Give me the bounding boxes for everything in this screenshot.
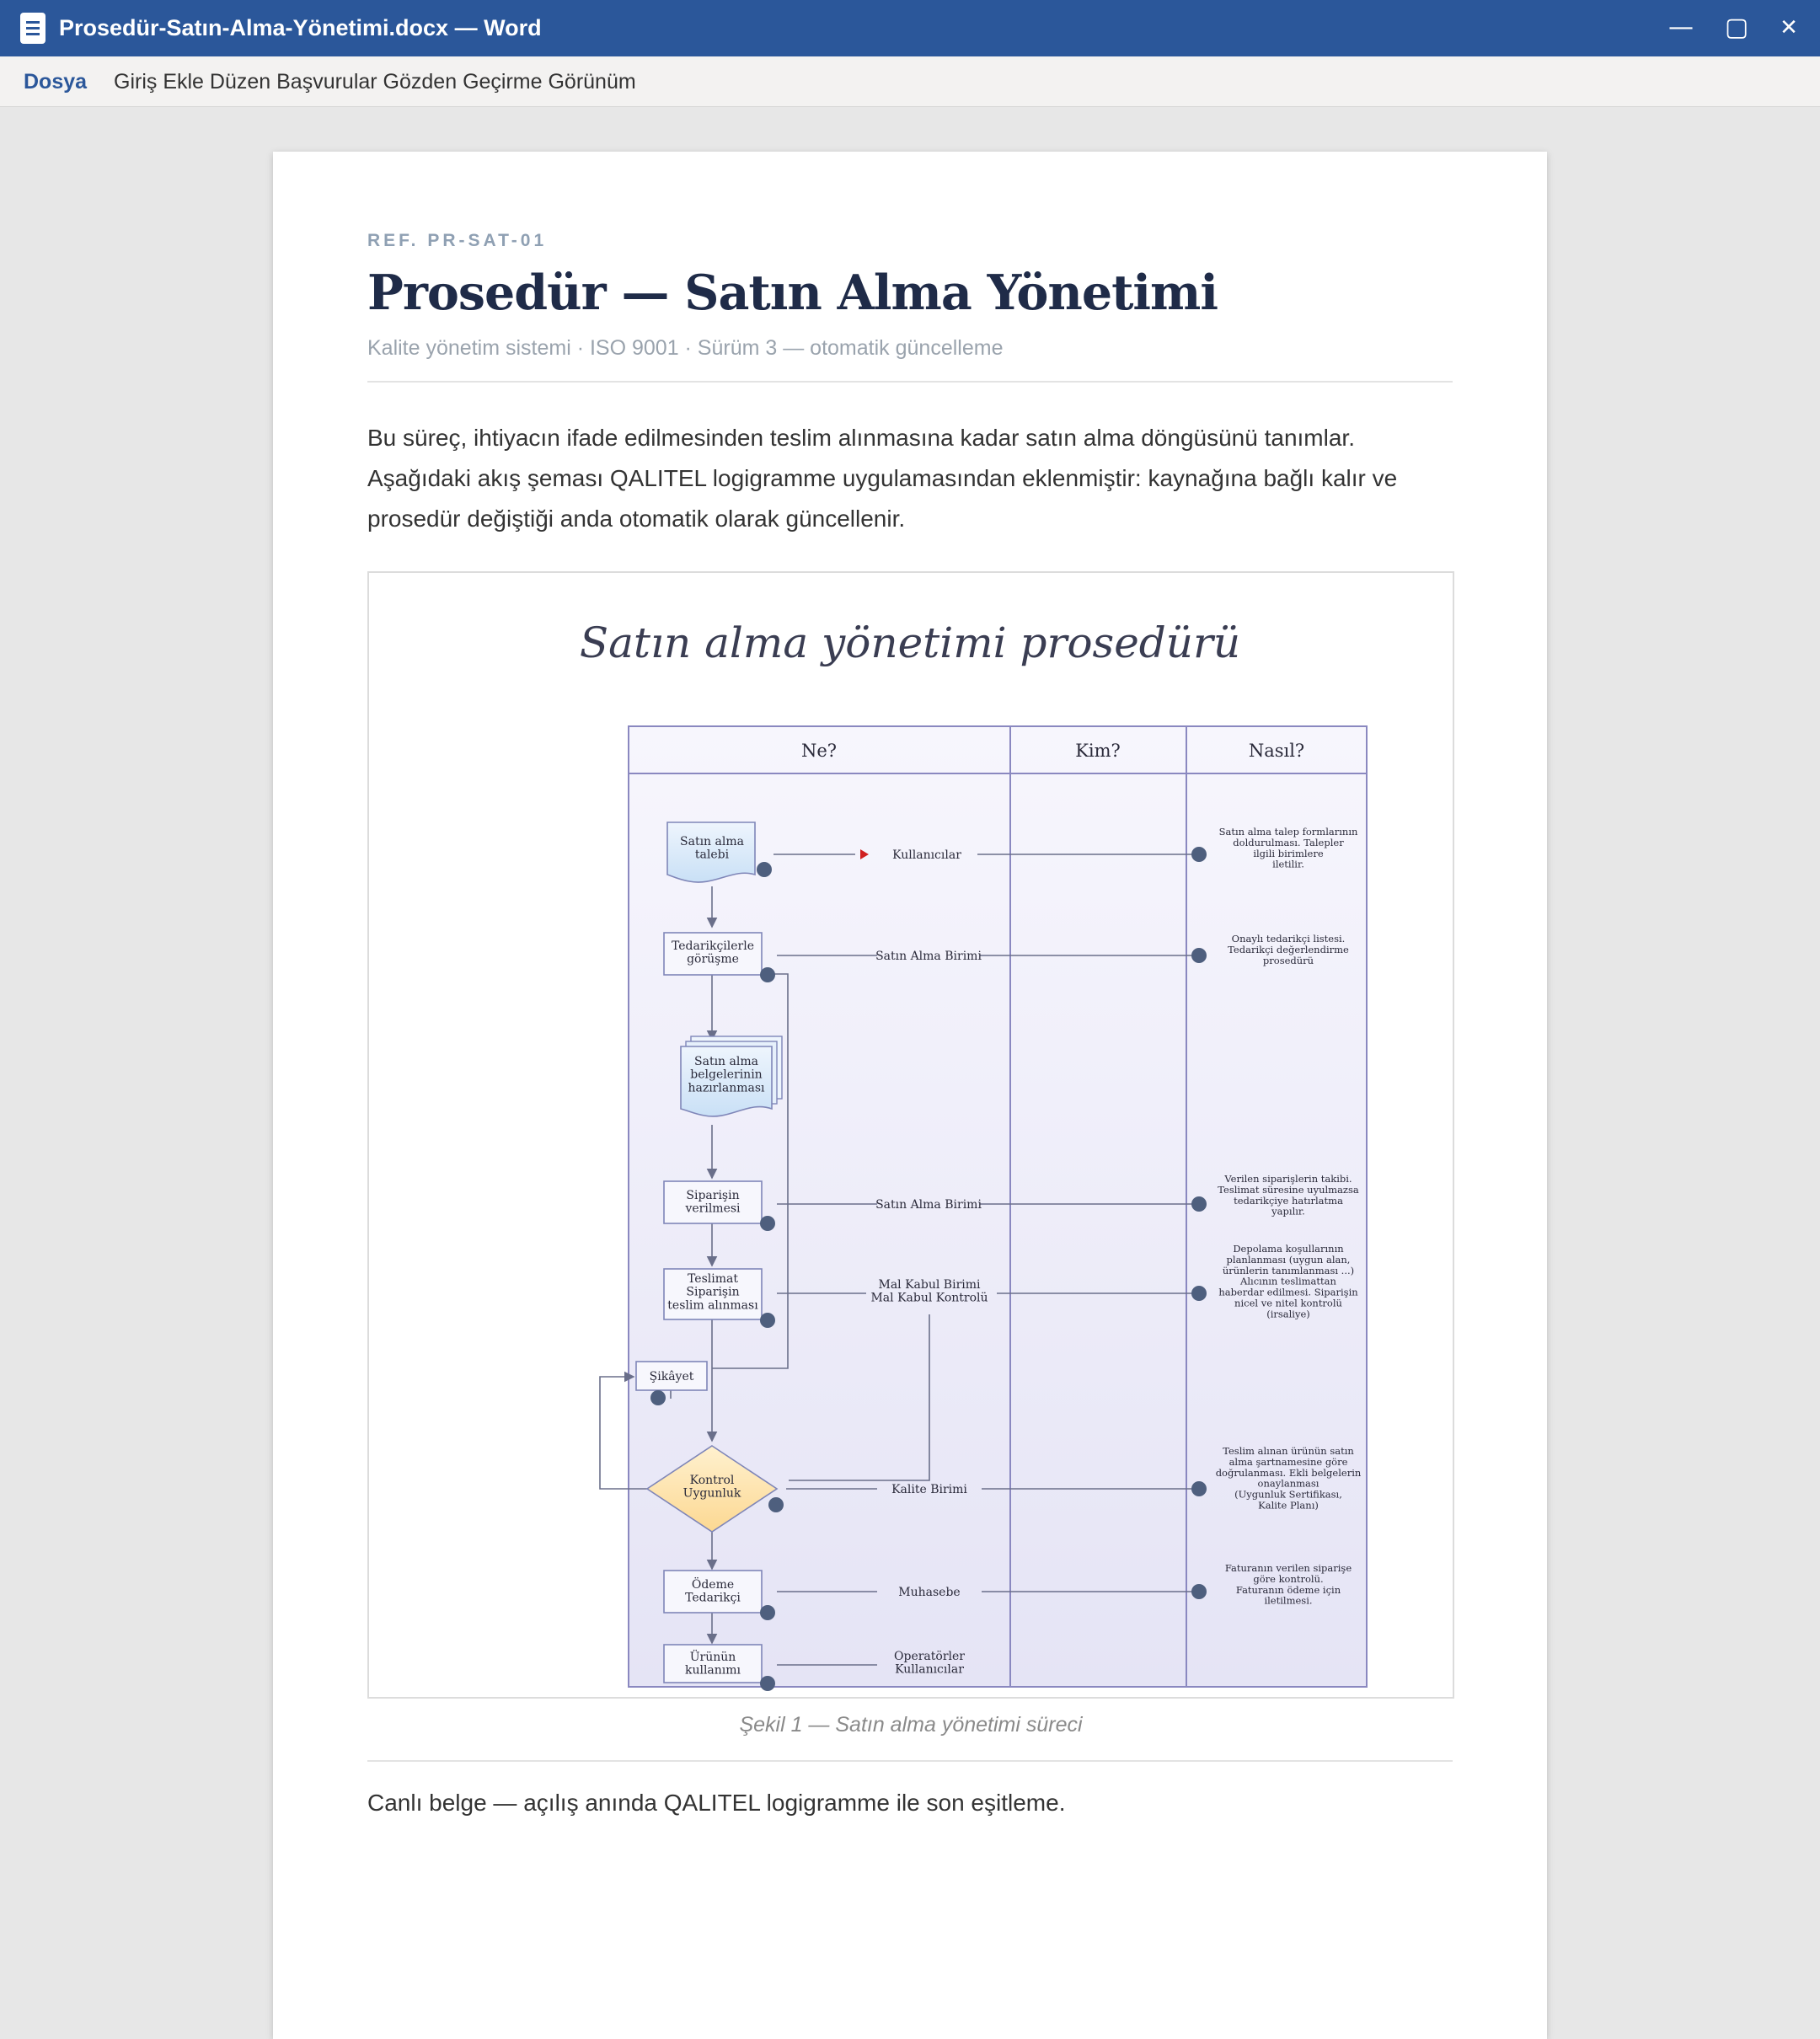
column-how: Nasıl? bbox=[1248, 741, 1305, 761]
flowchart-label-line: Kullanıcılar bbox=[892, 848, 961, 862]
sync-note: Canlı belge — açılış anında QALITEL logigramme ile son eşitleme. bbox=[367, 1790, 1066, 1816]
flowchart-label bbox=[684, 1189, 741, 1216]
flowchart-label-line: Teslim alınan ürünün satın bbox=[1223, 1445, 1354, 1457]
flowchart-label-line: alma şartnamesine göre bbox=[1228, 1455, 1348, 1468]
divider bbox=[367, 381, 1453, 383]
flowchart-label-line: Kontrol bbox=[689, 1474, 735, 1487]
flowchart-label bbox=[685, 1576, 741, 1605]
flowchart-label-line: Satın Alma Birimi bbox=[875, 1198, 982, 1212]
flowchart-label-line: Satın alma bbox=[694, 1055, 758, 1068]
flowchart-label-line: doldurulması. Talepler bbox=[1233, 836, 1344, 848]
who-label bbox=[891, 1483, 967, 1496]
flowchart-label-line: Muhasebe bbox=[898, 1586, 961, 1599]
ribbon-tabs[interactable]: Giriş Ekle Düzen Başvurular Gözden Geçirme Görünüm bbox=[114, 70, 636, 94]
flowchart-label-line: nicel ve nitel kontrolü bbox=[1234, 1297, 1342, 1309]
flowchart-label-line: talebi bbox=[694, 848, 730, 862]
flowchart-label-line: iletilmesi. bbox=[1264, 1594, 1313, 1607]
flowchart-label-line: Mal Kabul Birimi bbox=[878, 1278, 981, 1292]
who-label bbox=[875, 1198, 982, 1212]
flowchart-label-line: onaylanması bbox=[1257, 1477, 1320, 1490]
flowchart-label-line: teslim alınması bbox=[667, 1298, 758, 1313]
flowchart-label-line: Kalite Planı) bbox=[1258, 1499, 1319, 1512]
figure-caption: Şekil 1 — Satın alma yönetimi süreci bbox=[739, 1713, 1083, 1737]
flowchart-label-line: Verilen siparişlerin takibi. bbox=[1224, 1173, 1352, 1185]
document-subtitle: Kalite yönetim sistemi · ISO 9001 · Sürüm 3 — otomatik güncelleme bbox=[367, 336, 1004, 360]
flowchart-label-line: Satın alma bbox=[680, 835, 744, 848]
flowchart-label bbox=[650, 1370, 694, 1383]
document-reference: REF. PR-SAT-01 bbox=[367, 231, 548, 250]
flowchart-label-line: kullanımı bbox=[684, 1663, 741, 1678]
title-bar bbox=[0, 0, 1820, 56]
flowchart-label-line: iletilir. bbox=[1272, 858, 1304, 870]
flowchart-label-line: Depolama koşullarının bbox=[1233, 1243, 1344, 1255]
flowchart-label-line: Satın alma talep formlarının bbox=[1218, 826, 1358, 838]
minimize-button[interactable]: — bbox=[1668, 13, 1694, 42]
document-title: Prosedür — Satın Alma Yönetimi bbox=[367, 265, 1218, 321]
flowchart-label-line: (Uygunluk Sertifikası, bbox=[1234, 1488, 1342, 1501]
column-what: Ne? bbox=[800, 741, 838, 761]
step-purchase-documents[interactable] bbox=[681, 1036, 782, 1116]
who-label bbox=[870, 1278, 988, 1305]
flowchart-label-line: Siparişin bbox=[686, 1189, 740, 1202]
who-label bbox=[892, 848, 961, 862]
flowchart-label-line: göre kontrolü. bbox=[1253, 1572, 1324, 1585]
flowchart-label-line: Kullanıcılar bbox=[895, 1662, 964, 1677]
flowchart-label-line: verilmesi bbox=[685, 1201, 741, 1216]
intro-paragraph: Bu süreç, ihtiyacın ifade edilmesinden teslim alınmasına kadar satın alma döngüsünü tanımlar. Aşağıdaki akış şeması QALITEL logigramme uygulamasından eklenmiştir: kaynağına bağlı kalır ve prosedür değiştiği anda otomatik olarak güncellenir. bbox=[367, 425, 1398, 532]
flowchart-label-line: (irsaliye) bbox=[1266, 1308, 1310, 1320]
step-purchase-request[interactable] bbox=[667, 822, 755, 882]
flowchart-label-line: Faturanın ödeme için bbox=[1235, 1583, 1341, 1596]
flowchart-label-line: Faturanın verilen siparişe bbox=[1224, 1562, 1352, 1574]
flowchart-label-line: doğrulanması. Ekli belgelerin bbox=[1215, 1466, 1362, 1479]
close-button[interactable]: ✕ bbox=[1780, 15, 1798, 40]
flowchart-label-line: Ödeme bbox=[691, 1578, 735, 1592]
flowchart-label-line: Operatörler bbox=[894, 1650, 965, 1663]
flowchart-label-line: Kalite Birimi bbox=[891, 1483, 967, 1496]
flowchart-label-line: Satın Alma Birimi bbox=[875, 950, 982, 963]
flowchart-label-line: ürünlerin tanımlanması ...) bbox=[1222, 1264, 1355, 1276]
column-who: Kim? bbox=[1075, 741, 1121, 761]
flowchart-label bbox=[685, 1649, 741, 1678]
who-label bbox=[898, 1586, 960, 1599]
flowchart-label bbox=[688, 1055, 765, 1094]
document-page bbox=[273, 152, 1547, 2039]
flowchart-svg bbox=[369, 573, 1453, 1697]
ribbon-menu bbox=[0, 56, 1820, 107]
flowchart-label-line: ilgili birimlere bbox=[1253, 847, 1324, 859]
flowchart-label-line: prosedürü bbox=[1262, 954, 1314, 966]
flowchart-label-line: Teslimat süresine uyulmazsa bbox=[1218, 1183, 1359, 1196]
file-menu[interactable]: Dosya bbox=[24, 70, 88, 94]
flowchart-label-line: yapılır. bbox=[1271, 1205, 1305, 1218]
flowchart-label bbox=[683, 1474, 741, 1501]
flowchart-label-line: Teslimat bbox=[688, 1272, 738, 1286]
maximize-button[interactable]: ▢ bbox=[1724, 13, 1749, 42]
flowchart-label-line: Tedarikçi değerlendirme bbox=[1228, 943, 1349, 955]
flowchart-label-line: tedarikçiye hatırlatma bbox=[1234, 1194, 1343, 1207]
flowchart-label-line: belgelerinin bbox=[690, 1068, 763, 1082]
flowchart-label-line: Uygunluk bbox=[682, 1486, 741, 1501]
flowchart-label-line: Ürünün bbox=[689, 1651, 736, 1664]
flowchart-label-line: Onaylı tedarikçi listesi. bbox=[1231, 933, 1346, 945]
flowchart-title: Satın alma yönetimi prosedürü bbox=[579, 618, 1241, 667]
flowchart-label-line: Şikâyet bbox=[649, 1370, 694, 1383]
flowchart-label-line: hazırlanması bbox=[688, 1081, 765, 1095]
flowchart-label-line: Siparişin bbox=[686, 1285, 740, 1299]
flowchart-label-line: görüşme bbox=[687, 952, 739, 966]
word-document-icon bbox=[20, 13, 46, 44]
flowchart-label-line: Mal Kabul Kontrolü bbox=[870, 1291, 988, 1305]
embedded-flowchart[interactable] bbox=[367, 571, 1454, 1699]
window-title: Prosedür-Satın-Alma-Yönetimi.docx — Word bbox=[59, 15, 542, 40]
flowchart-label-line: haberdar edilmesi. Siparişin bbox=[1218, 1286, 1358, 1298]
flowchart-label-line: Tedarikçilerle bbox=[671, 939, 755, 953]
who-label bbox=[894, 1650, 965, 1677]
flowchart-label-line: Tedarikçi bbox=[685, 1591, 741, 1605]
divider bbox=[367, 1760, 1453, 1762]
flowchart-label-line: planlanması (uygun alan, bbox=[1226, 1253, 1351, 1266]
flowchart-label-line: Alıcının teslimattan bbox=[1240, 1275, 1336, 1287]
who-label bbox=[875, 950, 982, 963]
